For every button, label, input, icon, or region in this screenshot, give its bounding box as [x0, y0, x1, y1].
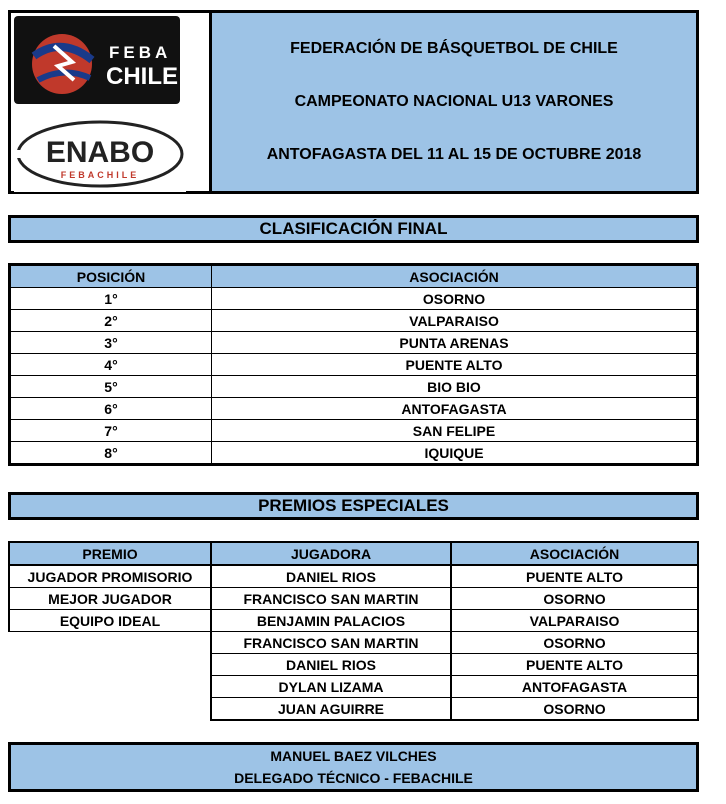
- col-premio: PREMIO: [9, 542, 211, 565]
- federation-title: FEDERACIÓN DE BÁSQUETBOL DE CHILE: [290, 40, 618, 58]
- title-cell: [212, 13, 696, 191]
- col-asociacion: ASOCIACIÓN: [212, 265, 698, 288]
- association-cell: VALPARAISO: [212, 310, 698, 332]
- position-cell: 6°: [10, 398, 212, 420]
- award-cell: [9, 676, 211, 698]
- table-row: [9, 654, 698, 676]
- feba-logo-top: FEBA: [109, 43, 172, 62]
- clasificacion-table: [8, 263, 699, 466]
- association-cell: ANTOFAGASTA: [451, 676, 698, 698]
- col-asociacion: ASOCIACIÓN: [451, 542, 698, 565]
- table-row: [9, 610, 698, 632]
- table-row: [10, 332, 698, 354]
- award-cell: EQUIPO IDEAL: [9, 610, 211, 632]
- enabo-logo-main: ENABO: [45, 136, 155, 169]
- signature-block: [8, 742, 699, 792]
- event-dates: ANTOFAGASTA DEL 11 AL 15 DE OCTUBRE 2018: [266, 145, 642, 163]
- position-cell: 4°: [10, 354, 212, 376]
- player-cell: BENJAMIN PALACIOS: [211, 610, 451, 632]
- player-cell: DANIEL RIOS: [211, 565, 451, 588]
- award-cell: [9, 698, 211, 721]
- position-cell: 1°: [10, 288, 212, 310]
- position-cell: 3°: [10, 332, 212, 354]
- award-cell: [9, 654, 211, 676]
- association-cell: PUNTA ARENAS: [212, 332, 698, 354]
- header-block: [8, 10, 699, 194]
- award-cell: [9, 632, 211, 654]
- clasificacion-title: CLASIFICACIÓN FINAL: [8, 215, 699, 243]
- position-cell: 2°: [10, 310, 212, 332]
- col-posicion: POSICIÓN: [10, 265, 212, 288]
- association-cell: PUENTE ALTO: [451, 565, 698, 588]
- association-cell: OSORNO: [212, 288, 698, 310]
- association-cell: OSORNO: [451, 588, 698, 610]
- position-cell: 8°: [10, 442, 212, 465]
- table-row: [10, 288, 698, 310]
- player-cell: DANIEL RIOS: [211, 654, 451, 676]
- table-row: [9, 588, 698, 610]
- table-row: [10, 398, 698, 420]
- table-row: [10, 442, 698, 465]
- award-cell: MEJOR JUGADOR: [9, 588, 211, 610]
- table-row: [10, 354, 698, 376]
- association-cell: OSORNO: [451, 698, 698, 721]
- player-cell: DYLAN LIZAMA: [211, 676, 451, 698]
- association-cell: VALPARAISO: [451, 610, 698, 632]
- association-cell: ANTOFAGASTA: [212, 398, 698, 420]
- table-row: [10, 376, 698, 398]
- association-cell: SAN FELIPE: [212, 420, 698, 442]
- enabo-logo: [14, 116, 186, 192]
- table-row: [9, 698, 698, 721]
- table-row: [10, 310, 698, 332]
- championship-title: CAMPEONATO NACIONAL U13 VARONES: [294, 92, 614, 110]
- table-row: [9, 676, 698, 698]
- position-cell: 7°: [10, 420, 212, 442]
- player-cell: FRANCISCO SAN MARTIN: [211, 632, 451, 654]
- table-row: [10, 420, 698, 442]
- logo-cell: [11, 13, 212, 191]
- col-jugadora: JUGADORA: [211, 542, 451, 565]
- premios-table: [8, 541, 699, 721]
- association-cell: BIO BIO: [212, 376, 698, 398]
- feba-chile-logo: [14, 16, 180, 104]
- player-cell: JUAN AGUIRRE: [211, 698, 451, 721]
- premios-title: PREMIOS ESPECIALES: [8, 492, 699, 520]
- position-cell: 5°: [10, 376, 212, 398]
- association-cell: OSORNO: [451, 632, 698, 654]
- award-cell: JUGADOR PROMISORIO: [9, 565, 211, 588]
- player-cell: FRANCISCO SAN MARTIN: [211, 588, 451, 610]
- association-cell: PUENTE ALTO: [451, 654, 698, 676]
- association-cell: PUENTE ALTO: [212, 354, 698, 376]
- delegate-role: DELEGADO TÉCNICO - FEBACHILE: [234, 770, 473, 786]
- table-row: [9, 565, 698, 588]
- table-row: [9, 632, 698, 654]
- association-cell: IQUIQUE: [212, 442, 698, 465]
- feba-logo-bottom: CHILE: [106, 63, 178, 90]
- delegate-name: MANUEL BAEZ VILCHES: [270, 748, 437, 764]
- basketball-icon: [14, 16, 180, 104]
- enabo-logo-sub: FEBACHILE: [60, 170, 140, 180]
